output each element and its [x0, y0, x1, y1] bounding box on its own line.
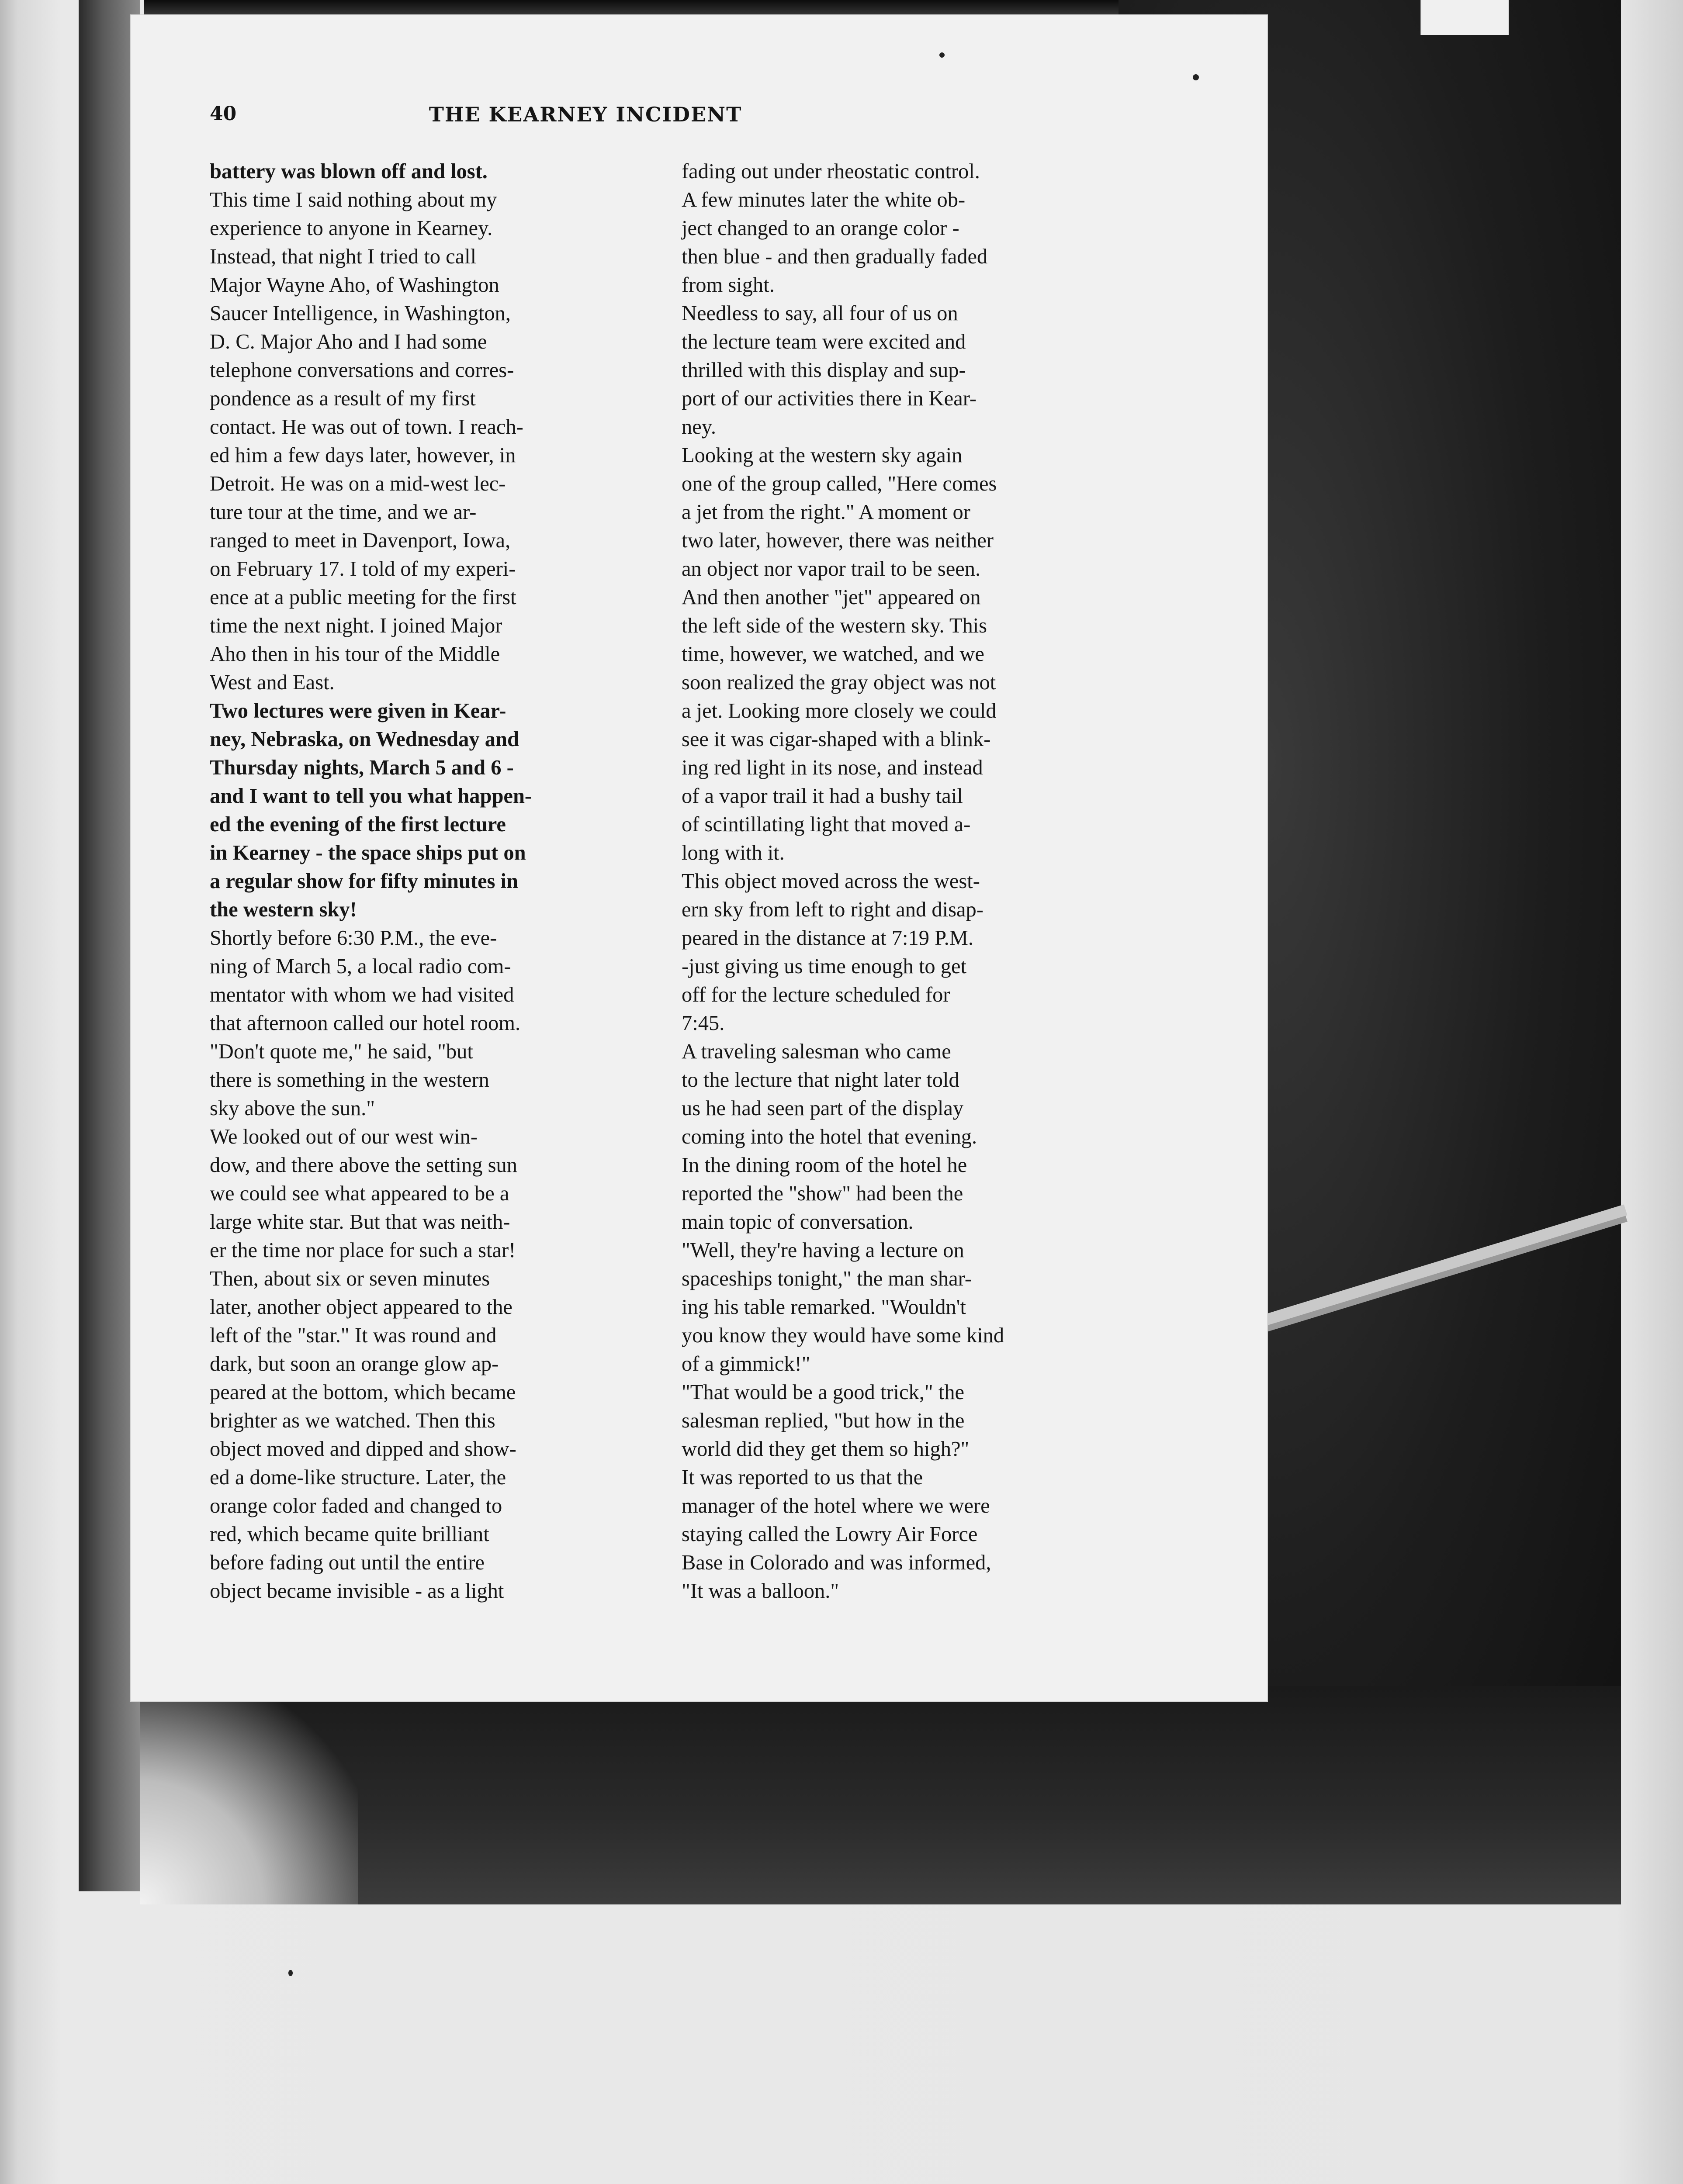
paragraph: A few minutes later the white ob- ject changed to an orange color - then blue - and then gradually faded from sight. — [682, 188, 988, 297]
page-header — [210, 103, 961, 138]
backing-shadow — [140, 1686, 358, 1904]
film-corner-tab — [1420, 0, 1509, 35]
paragraph: fading out under rheostatic control. — [682, 160, 980, 183]
paragraph: "Don't quote me," he said, "but there is something in the western sky above the sun." — [210, 1040, 489, 1120]
dark-backing-bottom — [140, 1686, 1621, 1904]
film-top-edge — [144, 0, 1245, 17]
paragraph: "That would be a good trick," the salesman replied, "but how in the world did they get them so high?" — [682, 1381, 970, 1461]
paragraph: Needless to say, all four of us on the lecture team were excited and thrilled with this display and sup- port of our activities there in Kear- ney. — [682, 302, 977, 439]
page-number: 40 — [210, 103, 237, 125]
paragraph: Looking at the western sky again one of the group called, "Here comes a jet from the right." A moment or two later, however, there was neither an object nor vapor trail to be seen. And then another "jet" appeared on the left side of the western sky. This time, however, we watched, and we soon realized the gray object was not a jet. Looking more closely we could see it was cigar-shaped with a blink- ing red light in its nose, and instead of a vapor trail it had a bushy tail of scintillating light that moved a- long with it. — [682, 444, 997, 864]
dust-speck — [939, 52, 945, 58]
paragraph: It was reported to us that the manager of the hotel where we were staying called the Lowry Air Force Base in Colorado and was informed, "It was a balloon." — [682, 1466, 991, 1603]
dust-speck — [288, 1970, 293, 1976]
text-column-right — [682, 157, 1127, 1605]
paragraph: Two lectures were given in Kear- ney, Nebraska, on Wednesday and Thursday nights, March 5 and 6 - and I want to tell you what happen- ed the evening of the first lecture in Kearney - the space ships put on a regular show for fifty minutes in the western sky! — [210, 699, 532, 921]
document-page — [131, 15, 1267, 1701]
dust-speck — [1193, 74, 1199, 80]
paragraph: A traveling salesman who came to the lecture that night later told us he had seen part of the display coming into the hotel that evening. In the dining room of the hotel he reported the "show" had been the main topic of conversation. — [682, 1040, 977, 1234]
paragraph: This object moved across the west- ern sky from left to right and disap- peared in the distance at 7:19 P.M. -just giving us time enough to get off for the lecture scheduled for 7:45. — [682, 870, 983, 1035]
paragraph: "Well, they're having a lecture on spaceships tonight," the man shar- ing his table remarked. "Wouldn't you know they would have some kind of a gimmick!" — [682, 1239, 1004, 1375]
paragraph: We looked out of our west win- dow, and there above the setting sun we could see what appeared to be a large white star. But that was neith- er the time nor place for such a star! Then, about six or seven minutes later, another object appeared to the left of the "star." It was round and dark, but soon an orange glow ap- peared at the bottom, which became brighter as we watched. Then this object moved and dipped and show- ed a dome-like structure. Later, the orange color faded and changed to red, which became quite brilliant before fading out until the entire object became invisible - as a light — [210, 1125, 517, 1603]
paragraph: This time I said nothing about my experience to anyone in Kearney. Instead, that night I tried to call Major Wayne Aho, of Washington Saucer Intelligence, in Washington, D. C. Major Aho and I had some telephone conversations and corres- pondence as a result of my first contact. He was out of town. I reach- ed him a few days later, however, in Detroit. He was on a mid-west lec- ture tour at the time, and we ar- ranged to meet in Davenport, Iowa, on February 17. I told of my experi- ence at a public meeting for the first time the next night. I joined Major Aho then in his tour of the Middle West and East. — [210, 188, 523, 694]
paragraph: battery was blown off and lost. — [210, 160, 488, 183]
film-edge-strip — [79, 0, 140, 1891]
text-column-left — [210, 157, 651, 1605]
paragraph: Shortly before 6:30 P.M., the eve- ning of March 5, a local radio com- mentator with whom we had visited that afternoon called our hotel room. — [210, 926, 521, 1035]
running-title: THE KEARNEY INCIDENT — [429, 103, 742, 126]
